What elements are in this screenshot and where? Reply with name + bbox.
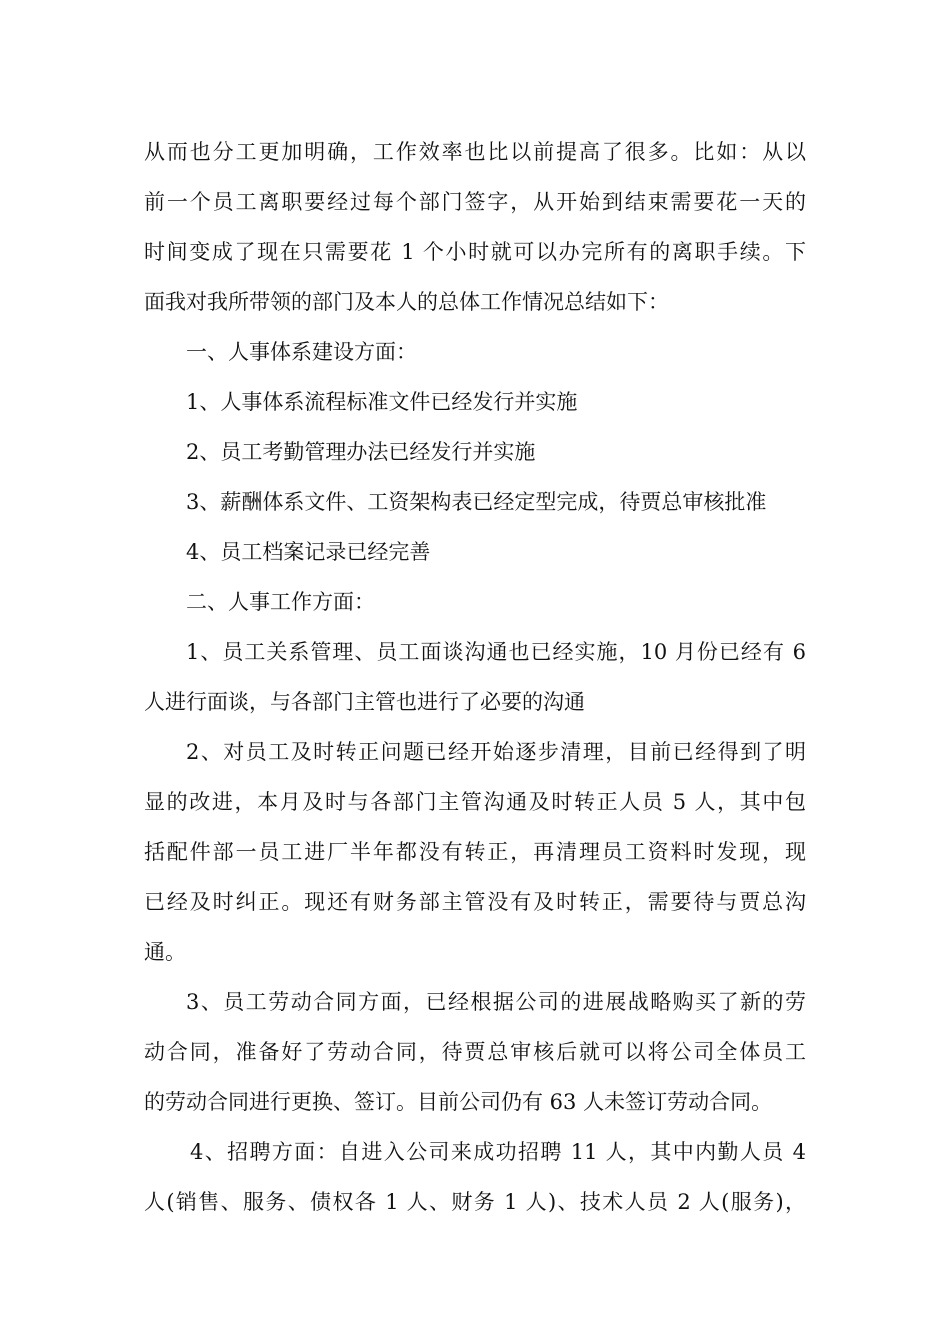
- text-line: 人进行面谈，与各部门主管也进行了必要的沟通: [144, 690, 585, 714]
- text-line: 的劳动合同进行更换、签订。目前公司仍有 63 人未签订劳动合同。: [144, 1090, 773, 1114]
- list-item: 1、员工关系管理、员工面谈沟通也已经实施，10 月份已经有 6: [186, 640, 806, 664]
- text-line: 括配件部一员工进厂半年都没有转正，再清理员工资料时发现，现: [144, 840, 806, 864]
- text-line: 人(销售、服务、债权各 1 人、财务 1 人)、技术人员 2 人(服务)，: [144, 1190, 806, 1214]
- list-item: 2、员工考勤管理办法已经发行并实施: [186, 440, 536, 464]
- list-item: 3、薪酬体系文件、工资架构表已经定型完成，待贾总审核批准: [186, 490, 767, 514]
- list-item: 4、招聘方面：自进入公司来成功招聘 11 人，其中内勤人员 4: [190, 1140, 806, 1164]
- section-heading: 二、人事工作方面：: [186, 590, 375, 614]
- list-item: 3、员工劳动合同方面，已经根据公司的进展战略购买了新的劳: [186, 990, 806, 1014]
- list-item: 1、人事体系流程标准文件已经发行并实施: [186, 390, 578, 414]
- text-line: 时间变成了现在只需要花 1 个小时就可以办完所有的离职手续。下: [144, 240, 806, 264]
- text-line: 动合同，准备好了劳动合同，待贾总审核后就可以将公司全体员工: [144, 1040, 806, 1064]
- text-line: 显的改进，本月及时与各部门主管沟通及时转正人员 5 人，其中包: [144, 790, 806, 814]
- list-item: 2、对员工及时转正问题已经开始逐步清理，目前已经得到了明: [186, 740, 806, 764]
- text-line: 前一个员工离职要经过每个部门签字，从开始到结束需要花一天的: [144, 190, 806, 214]
- text-line: 已经及时纠正。现还有财务部主管没有及时转正，需要待与贾总沟: [144, 890, 806, 914]
- document-body: [144, 127, 806, 1227]
- list-item: 4、员工档案记录已经完善: [186, 540, 431, 564]
- text-line: 从而也分工更加明确，工作效率也比以前提高了很多。比如：从以: [144, 140, 806, 164]
- text-line: 面我对我所带领的部门及本人的总体工作情况总结如下：: [144, 290, 669, 314]
- section-heading: 一、人事体系建设方面：: [186, 340, 417, 364]
- text-line: 通。: [144, 940, 186, 964]
